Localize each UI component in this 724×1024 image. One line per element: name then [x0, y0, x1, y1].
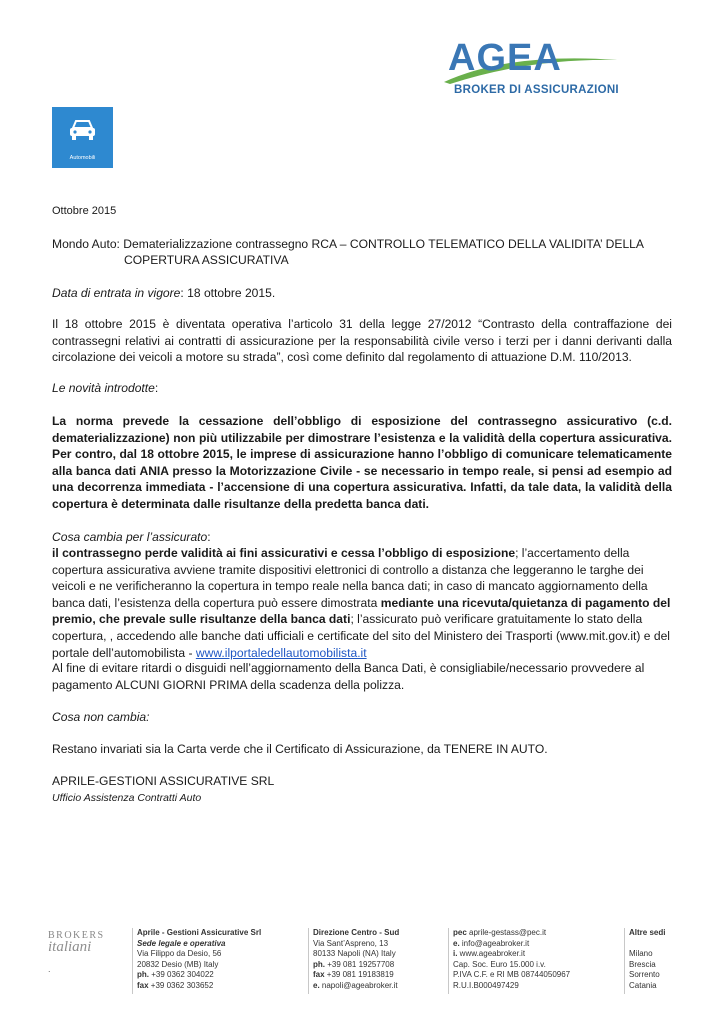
signature-company: APRILE-GESTIONI ASSICURATIVE SRL — [52, 774, 275, 788]
footer — [48, 928, 688, 1000]
info-email-link[interactable]: info@ageabroker.it — [459, 938, 530, 948]
effective-value: : 18 ottobre 2015. — [180, 286, 276, 300]
unchanged-heading: Cosa non cambia: — [52, 710, 150, 724]
napoli-email-link[interactable]: napoli@ageabroker.it — [319, 980, 398, 990]
subject-title-continued: COPERTURA ASSICURATIVA — [124, 253, 289, 267]
subject-title: Dematerializzazione contrassegno RCA – CONTROLLO TELEMATICO DELLA VALIDITA’ DELLA — [123, 237, 644, 251]
agea-logo — [440, 34, 622, 100]
brokers-italiani-logo: BROKERS italiani . — [48, 930, 105, 974]
changes-text-2: ; l’assicurato può verificare gratuitamente lo stato della copertura, , accedendo alle banche dati ufficiali e certificate del sito del Ministero dei Trasporti (www.mit.gov.it) e del portale dell’automobilista - — [52, 612, 670, 660]
subject-line — [52, 236, 692, 253]
changes-paragraph — [52, 545, 672, 661]
changes-bold-2: mediante una ricevuta/quietanza di pagamento del premio, che prevale sulle risultanze della banca dati — [52, 595, 671, 627]
changes-bold-1: il contrassegno perde validità ai fini assicurativi e cessa l’obbligo di esposizione — [52, 546, 516, 560]
footer-contacts: pec aprile-gestass@pec.it e. info@ageabroker.it i. www.ageabroker.it Cap. Soc. Euro 15.000 i.v. P.IVA C.F. e RI MB 08744050967 R.U.I.B000497429 — [448, 928, 570, 994]
footer-centro-sud: Direzione Centro - Sud Via Sant’Aspreno, 13 80133 Napoli (NA) Italy ph. +39 081 19257708 fax +39 081 19183819 e. napoli@ageabroker.it — [308, 928, 399, 994]
advice-paragraph: Al fine di evitare ritardi o disguidi nell’aggiornamento della Banca Dati, è consigliabile/necessario provvedere al pagamento ALCUNI GIORNI PRIMA della scadenza della polizza. — [52, 661, 645, 692]
category-label: Automobili — [69, 155, 96, 161]
unchanged-text: Restano invariati sia la Carta verde che il Certificato di Assicurazione, da TENERE IN AUTO. — [52, 742, 548, 756]
effective-date — [52, 285, 672, 302]
subject-prefix: Mondo Auto: — [52, 237, 120, 251]
novelties-heading: Le novità introdotte: — [52, 381, 159, 395]
car-icon — [68, 119, 97, 141]
logo-subtitle: BROKER DI ASSICURAZIONI — [454, 84, 619, 96]
pec-email-link[interactable]: aprile-gestass@pec.it — [466, 928, 547, 937]
footer-headquarters: Aprile - Gestioni Assicurative Srl Sede legale e operativa Via Filippo da Desio, 56 20832 Desio (MB) Italy ph. +39 0362 304022 fax +39 0362 303652 — [132, 928, 261, 994]
category-tile — [52, 107, 113, 168]
logo-word: AGEA — [448, 37, 562, 79]
effective-label: Data di entrata in vigore — [52, 286, 181, 300]
intro-paragraph: Il 18 ottobre 2015 è diventata operativa l’articolo 31 della legge 27/2012 “Contrasto della contraffazione dei contrassegni relativi ai contratti di assicurazione per la responsabilità civile verso i terzi per i danni derivanti dalla circolazione dei veicoli a motore su strada”, così come definito dal regolamento di attuazione D.M. 110/2013. — [52, 317, 672, 365]
signature-office: Ufficio Assistenza Contratti Auto — [52, 792, 202, 804]
website-link[interactable]: www.ageabroker.it — [457, 949, 526, 959]
changes-text-1: ; l’accertamento della copertura assicurativa avviene tramite dispositivi elettronici di controllo a distanza che leggeranno le targhe dei veicoli e ne verificheranno la copertura in tempo reale nella banca dati; in caso di mancato aggiornamento della banca dati, l’esistenza della copertura può essere dimostrata — [52, 546, 648, 610]
norm-paragraph: La norma prevede la cessazione dell’obbligo di esposizione del contrassegno assicurativo (c.d. dematerializzazione) non più utilizzabile per dimostrare l’esistenza e la validità della copertura assicurativa. Per contro, dal 18 ottobre 2015, le imprese di assicurazione hanno l’obbligo di comunicare telematicamente alla banca dati ANIA presso la Motorizzazione Civile - se necessario in tempo reale, si pensi ad esempio ad una decorrenza immediata - l’accensione di una copertura assicurativa. Infatti, da tale data, la validità della copertura è determinata dalle risultanze della predetta banca dati. — [52, 414, 672, 511]
document-date: Ottobre 2015 — [52, 205, 117, 217]
footer-other-offices: Altre sedi Milano Brescia Sorrento Catania — [624, 928, 665, 994]
portale-automobilista-link[interactable]: www.ilportaledellautomobilista.it — [195, 645, 367, 660]
changes-heading: Cosa cambia per l’assicurato: — [52, 530, 211, 544]
